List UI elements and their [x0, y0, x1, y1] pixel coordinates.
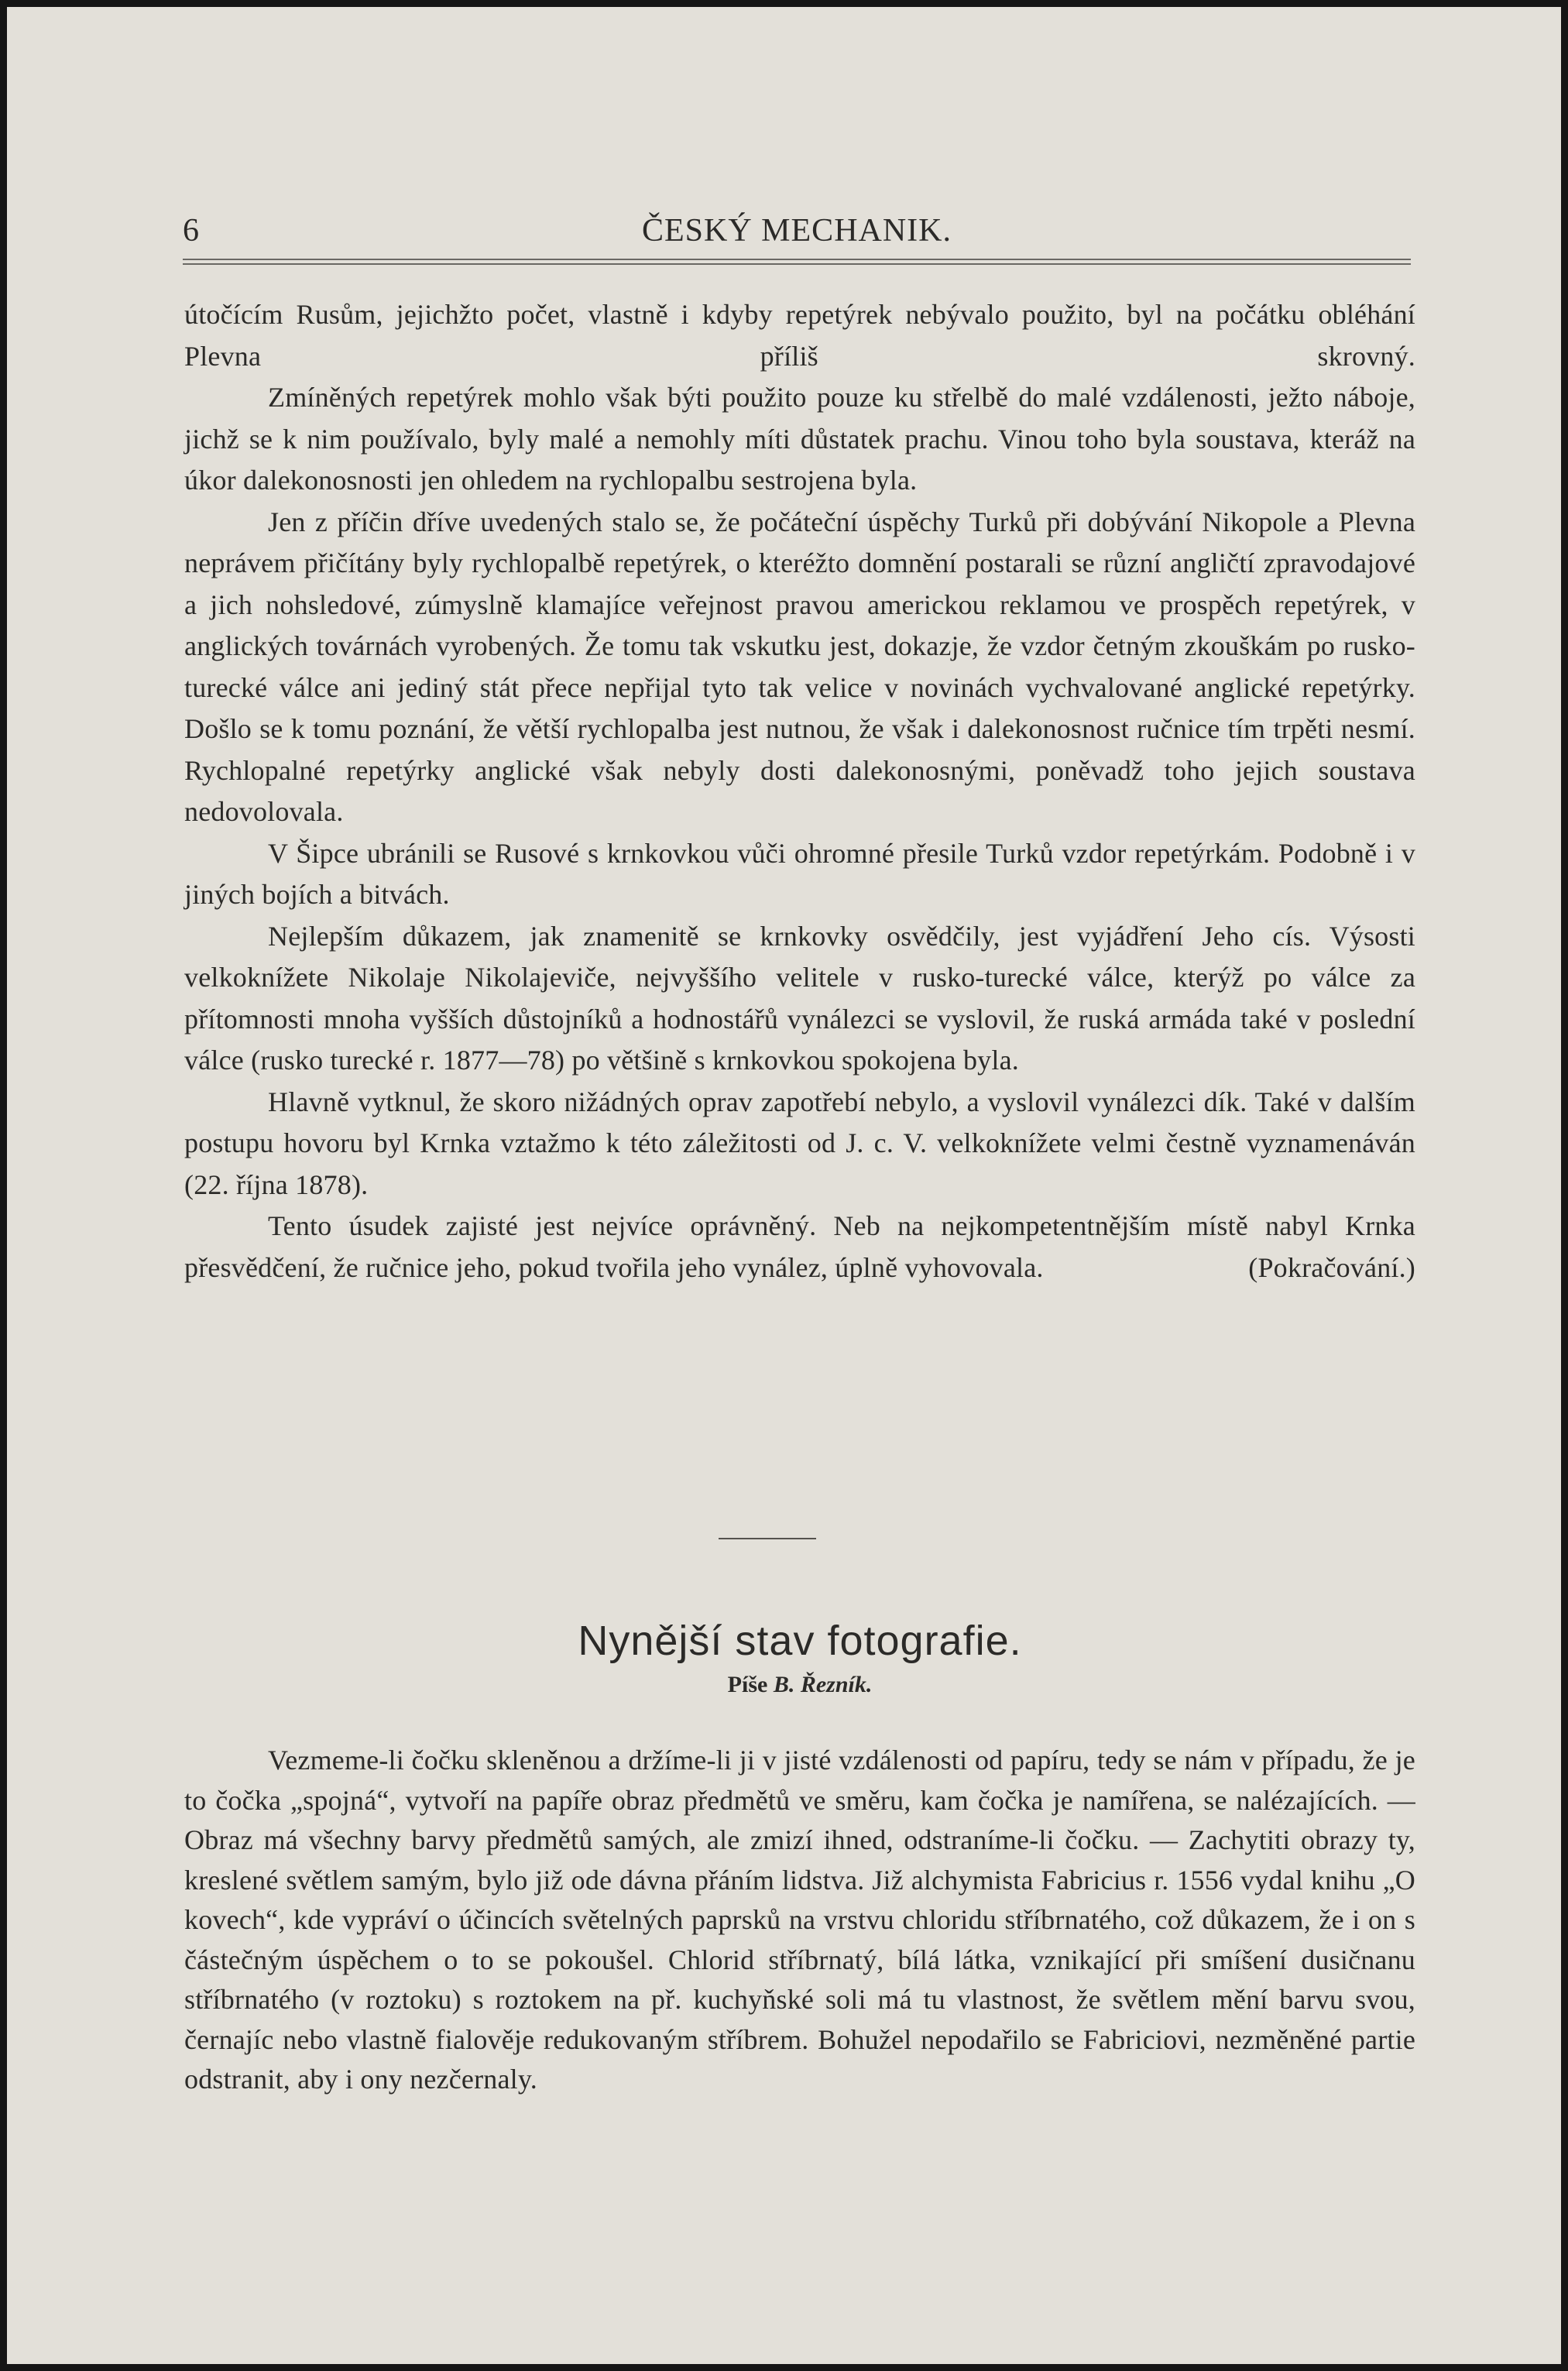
continuation-note: (Pokračování.): [1248, 1251, 1415, 1283]
paragraph: Vezmeme-li čočku skleněnou a držíme-li ji v jisté vzdálenosti od papíru, tedy se nám v případu, že je to čočka „spojná“, vytvoří na papíře obraz předmětů ve směru, kam čočka je namířena, se nalézajících. — Obraz má všechny barvy předmětů samých, ale zmizí ihned, odstraníme-li čočku. — Zachytiti obrazy ty, kreslené světlem samým, bylo již ode dávna přáním lidstva. Již alchymista Fabricius r. 1556 vydal knihu „O kovech“, kde vypráví o účincích světelných paprsků na vrstvu chloridu stříbrnatého, což důkazem, že i on s částečným úspěchem o to se pokoušel. Chlorid stříbrnatý, bílá látka, vznikající při smíšení dusičnanu stříbrnatého (v roztoku) s roztokem na př. kuchyňské soli má tu vlastnost, že světlem mění barvu svou, černajíc nebo vlastně fialověje redukovaným stříbrem. Bohužel nepodařilo se Fabriciovi, nezměněné partie odstranit, aby i ony nezčernaly.: [184, 1745, 1415, 2095]
paragraph: útočícím Rusům, jejichžto počet, vlastně i kdyby repetýrek nebývalo použito, byl na počátku obléhání Plevna příliš skrovný.: [184, 299, 1415, 372]
byline-author: B. Řezník.: [773, 1672, 873, 1697]
section-separator: [719, 1538, 816, 1539]
paragraph: Hlavně vytknul, že skoro nižádných oprav zapotřebí nebylo, a vyslovil vynálezci dík. Také v dalším postupu hovoru byl Krnka vztažmo k této záležitosti od J. c. V. velkoknížete velmi čestně vyznamenáván (22. října 1878).: [184, 1086, 1415, 1200]
header-rule: [183, 259, 1411, 265]
byline: [184, 1668, 1415, 1702]
paragraph-text: Tento úsudek zajisté jest nejvíce oprávněný. Neb na nejkompetentnějším místě nabyl Krnka přesvědčení, že ručnice jeho, pokud tvořila jeho vynález, úplně vyhovovala.: [184, 1210, 1415, 1283]
paragraph: Zmíněných repetýrek mohlo však býti použito pouze ku střelbě do malé vzdálenosti, ježto náboje, jichž se k nim používalo, byly malé a nemohly míti důstatek prachu. Vinou toho byla soustava, kteráž na úkor dalekonosnosti jen ohledem na rychlopalbu sestrojena byla.: [184, 382, 1415, 496]
page-header: [183, 208, 1411, 254]
paragraph: Jen z příčin dříve uvedených stalo se, že počáteční úspěchy Turků při dobývání Nikopole a Plevna neprávem přičítány byly rychlopalbě repetýrek, o kteréžto domnění postarali se různí angličtí zpravodajové a jich nohsledové, zúmyslně klamajíce veřejnost pravou americkou reklamou ve prospěch repetýrek, v anglických továrnách vyrobených. Že tomu tak vskutku jest, dokazje, že vzdor četným zkouškám po rusko-turecké válce ani jediný stát přece nepřijal tyto tak velice v novinách vychvalované anglické repetýrky. Došlo se k tomu poznání, že větší rychlopalba jest nutnou, že však i dalekonosnost ručnice tím trpěti nesmí. Rychlopalné repetýrky anglické však nebyly dosti dalekonosnými, poněvadž toho jejich soustava nedovolovala.: [184, 506, 1415, 827]
paragraph: Nejlepším důkazem, jak znamenitě se krnkovky osvědčily, jest vyjádření Jeho cís. Výsosti velkoknížete Nikolaje Nikolajeviče, nejvyššího velitele v rusko-turecké válce, kterýž po válce za přítomnosti mnoha vyšších důstojníků a hodnostářů vynálezci se vyslovil, že ruská armáda také v poslední válce (rusko turecké r. 1877—78) po většině s krnkovkou spokojena byla.: [184, 920, 1415, 1076]
article-one-body: [184, 294, 1415, 1288]
running-title: ČESKÝ MECHANIK.: [641, 213, 952, 249]
paragraph: V Šipce ubránili se Rusové s krnkovkou vůči ohromné přesile Turků vzdor repetýrkám. Podobně i v jiných bojích a bitvách.: [184, 837, 1415, 910]
page-number: 6: [183, 213, 199, 249]
paragraph-final: [184, 1206, 1415, 1288]
article-two-body: [184, 1741, 1415, 2100]
byline-prefix: Píše: [727, 1672, 768, 1697]
article-title: Nynější stav fotografie.: [578, 1618, 1022, 1664]
